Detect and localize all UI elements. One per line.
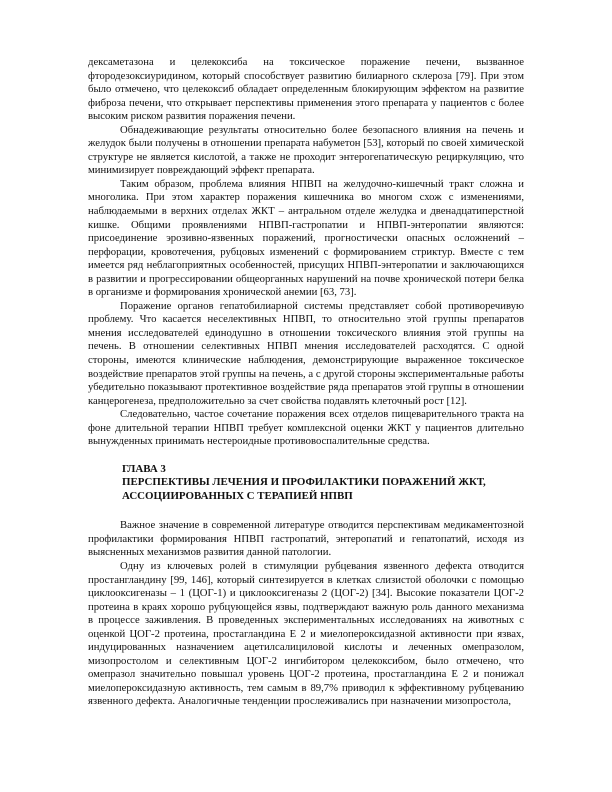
chapter-title-line-1: ПЕРСПЕКТИВЫ ЛЕЧЕНИЯ И ПРОФИЛАКТИКИ ПОРАЖЕНИЙ ЖКТ, bbox=[122, 476, 486, 489]
paragraph-prostaglandin: Одну из ключевых ролей в стимуляции рубцевания язвенного дефекта отводится простангландину [99, 146], который синтезируется в клетках слизистой оболочки с помощью циклооксигеназы – 1 (ЦОГ-1) и циклооксигеназы 2 (ЦОГ-2) [34]. Высокие показатели ЦОГ-2 протеина в краях хорошо рубцующейся язвы, подтверждают важную роль данного механизма в процессе заживления. В проведенных экспериментальных исследованиях на животных с оценкой ЦОГ-2 протеина, простагландина Е 2 и миелопероксидазной активности при язвах, индуцированных назначением ацетилсалициловой кислоты и леченных омепразолом, мизопростолом и селективным ЦОГ-2 ингибитором целекоксибом, было отмечено, что омепразол значительно повышал уровень ЦОГ-2 протеина, простагландина Е 2 и понижал миелопероксидазную активность, тем самым в 89,7% приводил к эффективному рубцеванию язвенного дефекта. Аналогичные тенденции прослеживались при назначении мизопростола, bbox=[88, 560, 524, 708]
paragraph-prevention-intro: Важное значение в современной литературе отводится перспективам медикаментозной профилактики формирования НПВП гастропатий, энтеропатий и гепатопатий, исходя из выясненных механизмов развития данной патологии. bbox=[88, 519, 524, 559]
paragraph-gi-summary: Таким образом, проблема влияния НПВП на желудочно-кишечный тракт сложна и многолика. При этом характер поражения кишечника во многом схож с изменениями, наблюдаемыми в верхних отделах ЖКТ – антральном отделе желудка и двенадцатиперстной кишке. Общими проявлениями НПВП-гастропатии и НПВП-энтеропатии являются: присоединение эрозивно-язвенных поражений, прогностически опасных осложнений – перфорации, кровотечения, рубцовых изменений с формированием стриктур. Вместе с тем имеется ряд неблагоприятных особенностей, присущих НПВП-энтеропатии и заключающихся в развитии и прогрессировании общеорганных нарушений на почве хронической потери белка в организме и формирования хронической анемии [63, 73]. bbox=[88, 177, 524, 299]
chapter-label: ГЛАВА 3 bbox=[122, 462, 166, 475]
document-page bbox=[88, 56, 524, 709]
paragraph-nabumetone: Обнадеживающие результаты относительно более безопасного влияния на печень и желудок были получены в отношении препарата набуметон [53], который по своей химической структуре не является кислотой, а также не проходит энтерогепатическую рециркуляцию, что минимизирует повреждающий эффект препарата. bbox=[88, 123, 524, 177]
chapter-heading bbox=[122, 463, 524, 504]
paragraph-continuation: дексаметазона и целекоксиба на токсическое поражение печени, вызванное фтородезоксиуридином, который способствует развитию билиарного склероза [79]. При этом было отмечено, что целекоксиб обладает определенным блокирующим эффектом на развитие фиброза печени, что открывает перспективы применения этого препарата у пациентов с более высоким риском развития поражения печени. bbox=[88, 56, 524, 123]
paragraph-hepatobiliary: Поражение органов гепатобилиарной системы представляет собой противоречивую проблему. Что касается неселективных НПВП, то относительно этой группы препаратов мнения исследователей единодушно в отношении токсического влияния этой группы на печень. В отношении селективных НПВП мнения исследователей расходятся. С одной стороны, имеются клинические наблюдения, демонстрирующие выраженное токсическое воздействие препаратов этой группы на печень, а с другой стороны экспериментальные работы убедительно показывают протективное воздействие ряда препаратов этой группы в отношении канцерогенеза, предположительно за счет свойства подавлять клеточный рост [12]. bbox=[88, 299, 524, 407]
paragraph-conclusion: Следовательно, частое сочетание поражения всех отделов пищеварительного тракта на фоне длительной терапии НПВП требует комплексной оценки ЖКТ у пациентов длительно вынужденных принимать нестероидные противовоспалительные средства. bbox=[88, 408, 524, 448]
chapter-title-line-2: АССОЦИИРОВАННЫХ С ТЕРАПИЕЙ НПВП bbox=[122, 489, 353, 502]
